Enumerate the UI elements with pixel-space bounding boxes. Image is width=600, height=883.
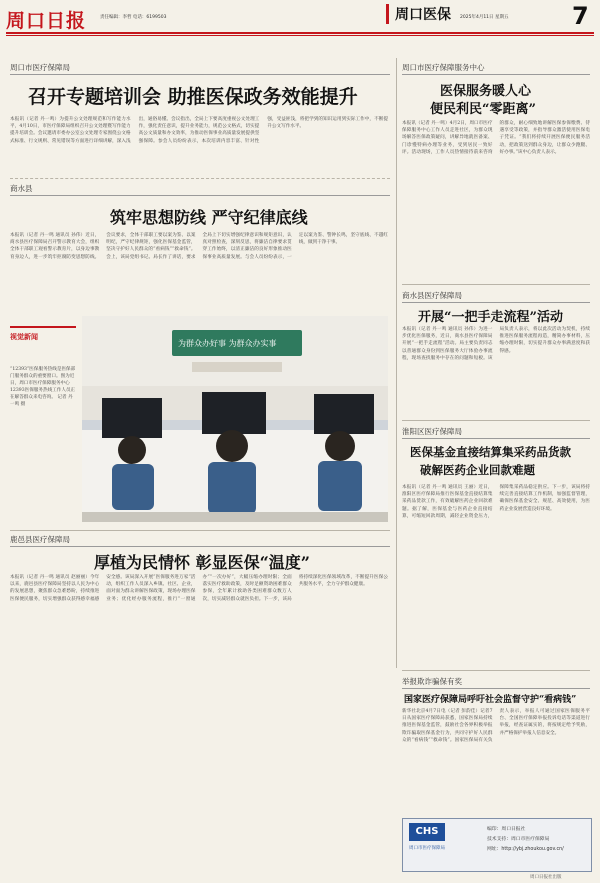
footer-box — [402, 818, 592, 872]
article-body: 本报讯（记者 丹一鸣 通讯员 孙伟）为进一步优化医保服务，近日，商水县医疗保障局开展“一把手走流程”活动。局主要负责同志以普通群众身份到医保服务大厅体验办事流程，现场查找服务中存在的问题和短板。该局负责人表示，将以此次活动为契机，持续推进医保服务流程再造，精简办事材料，压缩办理时限，切实提升群众办事满意度和获得感。 — [402, 327, 590, 361]
article-headline: 医保服务暖人心 — [440, 84, 532, 99]
article-source: 商水县医疗保障局 — [402, 290, 590, 303]
column-divider — [396, 58, 397, 668]
newspaper-logo: 周口日报 — [6, 10, 87, 32]
header-rule-thin — [6, 35, 594, 36]
section-divider — [402, 420, 590, 421]
section-title: 周口医保 — [386, 4, 451, 24]
chs-logo: CHS — [409, 823, 445, 841]
article-headline: 国家医疗保障局呼吁社会监督守护“看病钱” — [404, 695, 577, 705]
article-headline: 开展“一把手走流程”活动 — [418, 310, 563, 325]
article-source: 周口市医疗保障局 — [10, 62, 390, 75]
article-headline: 筑牢思想防线 严守纪律底线 — [110, 208, 308, 227]
footer-publisher: 周口日报社出版 — [530, 875, 562, 880]
section-divider — [10, 530, 390, 531]
article-source: 淮阳区医疗保障局 — [402, 426, 590, 439]
wall-slogan: 为群众办好事 为群众办实事 — [178, 339, 277, 348]
article-source: 举报欺诈骗保有奖 — [402, 676, 590, 689]
header-rule — [6, 32, 594, 34]
article-body: 本报讯（记者 丹一鸣 通讯员 王丽）近日，淮阳区医疗保障局推行医保基金直接结算集采药品货款工作，有效破解医药企业回款难题。据了解，医保基金与医药企业直接结算，可缩短回款周期，减轻企业资金压力，保障集采药品稳定供应。下一步，该局将持续完善直接结算工作机制，加强监督管理，确保医保基金安全、规范、高效使用，为医药企业发展营造良好环境。 — [402, 485, 590, 519]
footer-line: 编印：周口日报社 — [487, 827, 526, 832]
article-headline-line2: 便民利民“零距离” — [430, 102, 536, 117]
photo-caption: “12393”医保服务热线是医保部门服务群众的重要窗口。图为近日，周口市医疗保障服务中心12393医保服务热线工作人员正在解答群众来电咨询。 记者 丹一鸣 摄 — [10, 367, 76, 407]
section-divider — [402, 284, 590, 285]
page-number: 7 — [572, 2, 589, 30]
article-body: 新华社北京4月7日电（记者 彭韵佳）记者7日从国家医疗保障局获悉，国家医保局持续推进医保基金监管，鼓励社会各界积极举报欺诈骗取医保基金行为，共同守护好人民群众的“看病钱”“救命钱”。国家医保局有关负责人表示，举报人可通过国家医保服务平台、全国医疗保障举报投诉电话等渠道进行举报，经查证属实的，将按规定给予奖励，并严格保护举报人信息安全。 — [402, 709, 590, 743]
article-body: 本报讯（记者 丹一鸣）为提升公文处理规范和写作能力水平，4月10日，市医疗保障局组织召开公文处理暨写作能力提升培训会。会议邀请市委办公室公文处理专家围绕公文格式标准、行文规则、常见错误等方面进行详细讲解，深入浅出，通俗易懂。会议指出，全局上下要高度重视公文处理工作，强化责任意识，提升业务能力，规范公文格式，切实提高公文质量和办文效率，为推动医保事业高质量发展提供坚强保障。参会人员纷纷表示，本次培训内容丰富、针对性强，受益匪浅，将把学到的知识运用到实际工作中，不断提升公文写作水平。 — [10, 117, 388, 144]
article-headline-line2: 破解医药企业回款难题 — [420, 463, 535, 477]
section-divider — [402, 670, 590, 671]
footer-url[interactable]: 网址：http://ybj.zhoukou.gov.cn/ — [487, 847, 564, 852]
date-line: 2025年4月11日 星期五 — [460, 15, 509, 20]
article-body: 本报讯（记者 丹一鸣 通讯员 孙伟）近日，商水县医疗保障局召开警示教育大会，组织全体干部职工观看警示教育片，以身边事教育身边人，进一步筑牢拒腐防变思想防线。会议要求，全体干部职工要以案为鉴、以案明纪，严守纪律规矩，强化医保基金监管，坚决守护好人民群众的“看病钱”“救命钱”。会上，该局党组书记、局长作了讲话，要求全局上下切实增强纪律意识和规矩意识，认真对照检查，深刻反思，将廉洁自律要求贯穿工作始终，以清正廉洁的良好形象推动医保事业高质量发展。与会人员纷纷表示，一定以案为鉴、警钟长鸣，坚守底线、不越红线，做到干净干事。 — [10, 233, 388, 260]
article-source: 商水县 — [10, 183, 390, 196]
visual-news-label: 视觉新闻 — [10, 333, 38, 341]
section-divider — [10, 178, 390, 179]
footer-line: 技术支持：周口市医疗保障局 — [487, 837, 550, 842]
article-headline: 医保基金直接结算集采药品货款 — [410, 445, 571, 459]
article-source: 鹿邑县医疗保障局 — [10, 534, 390, 547]
editor-line: 责任编辑：李哲 电话：6199503 — [100, 15, 167, 20]
article-source: 周口市医疗保障服务中心 — [402, 62, 590, 75]
news-photo — [82, 316, 388, 522]
visual-news-badge — [10, 326, 76, 354]
footer-org-label: 周口市医疗保障局 — [409, 846, 445, 851]
article-headline: 召开专题培训会 助推医保政务效能提升 — [28, 86, 358, 108]
article-body: 本报讯（记者 丹一鸣 通讯员 赵丽丽）今年以来，鹿邑县医疗保障局坚持以人民为中心的发展思想，聚焦群众急难愁盼，持续推进医保便民服务，切实增强群众获得感幸福感安全感。该局深入开展“医保服务进万家”活动，组织工作人员深入乡镇、社区、企业，面对面为群众讲解医保政策，现场办理医保业务；优化经办服务流程，推行“一窗通办”“一次办好”，大幅压缩办理时限；全面落实医疗救助政策，及时足额资助困难群众参保，全年累计救助各类困难群众数万人次，切实减轻群众就医负担。下一步，该局将持续深化医保领域改革，不断提升医保公共服务水平，全力守护群众健康。 — [10, 575, 388, 602]
article-body: 本报讯（记者 丹一鸣）4月2日，周口市医疗保障服务中心工作人员走进社区，为群众现场解答医保政策疑问，讲解异地就医备案、门诊慢特病办理等业务，受到居民一致好评。活动现场，工作人员热情接待前来咨询的群众，耐心细致地讲解医保参保缴费、待遇享受等政策，并指导群众激活使用医保电子凭证。“我们将持续开展医保便民服务活动，把政策送到群众身边，让群众少跑腿、好办事。”该中心负责人表示。 — [402, 121, 590, 155]
article-headline: 厚植为民情怀 彰显医保“温度” — [94, 553, 310, 572]
